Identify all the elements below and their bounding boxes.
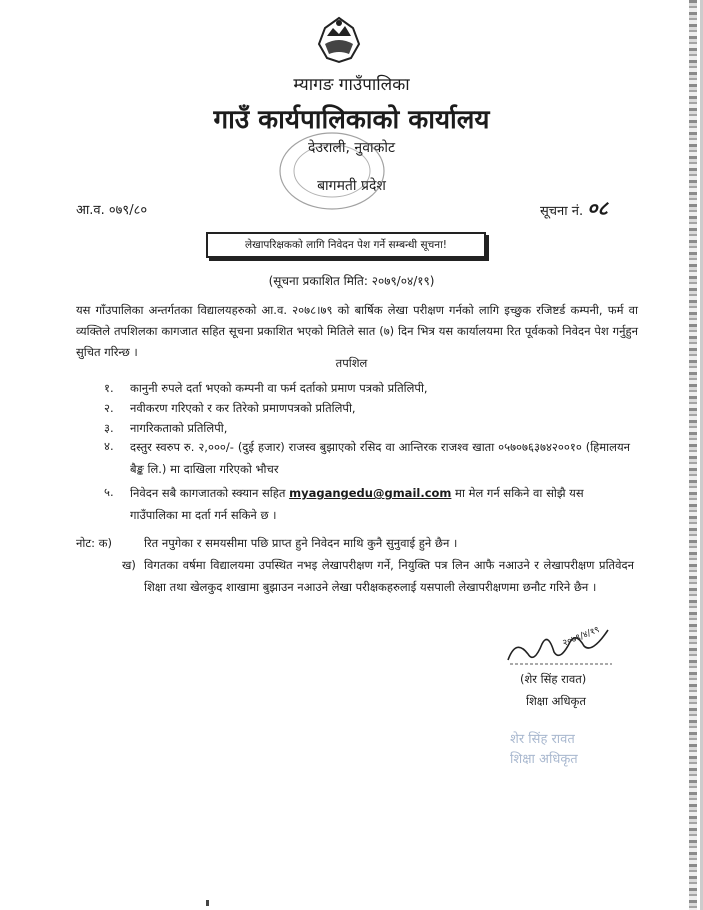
scan-edge-artifact (689, 0, 697, 910)
address-line-1: देउराली, नुवाकोट (307, 140, 396, 156)
signatory-stamp (510, 730, 578, 770)
svg-text:२०७९/४/१९: २०७९/४/१९ (561, 624, 602, 649)
note-item (76, 554, 636, 620)
note-text: रित नपुगेका र समयसीमा पछि प्राप्त हुने निवेदन माथि कुनै सुनुवाई हुने छैन । (144, 536, 458, 550)
list-item-text: दस्तुर स्वरुप रु. २,०००/- (दुई हजार) राजस्व बुझाएको रसिद वा आन्तिरक राजश्व खाता ०५७०७६३७४२००१० (हिमालयन बैङ्क लि.) मा दाखिला गरिएको भौचर (130, 440, 630, 476)
list-item-text-before: निवेदन सबै कागजातको स्क्यान सहित (130, 486, 290, 500)
note-label: नोट: क) (76, 536, 113, 550)
note-item (76, 532, 636, 554)
list-item (104, 436, 644, 480)
list-item-number: ४. (104, 439, 114, 453)
notice-number-value: ०८ (587, 196, 608, 220)
note-text: विगतका वर्षमा विद्यालयमा उपस्थित नभइ लेखापरीक्षण गर्ने, नियुक्ति पत्र लिन आफै नआउने र लेखापरीक्षण प्रतिवेदन शिक्षा तथा खेलकुद शाखामा बुझाउन नआउने लेखा परीक्षकहरुलाई यसपाली लेखापरीक्षणमा छनौट गरिने छैन । (144, 558, 634, 594)
list-item (104, 378, 644, 398)
list-item (104, 398, 644, 418)
list-item-text: नागरिकताको प्रतिलिपी, (130, 421, 228, 435)
list-item-text: कानुनी रुपले दर्ता भएको कम्पनी वा फर्म दर्ताको प्रमाण पत्रको प्रतिलिपी, (130, 381, 428, 395)
email-link[interactable]: myagangedu@gmail.com (289, 486, 452, 500)
list-item-text-after: मा मेल गर्न सकिने वा सोझै यस गाउँपालिका मा दर्ता गर्न सकिने छ । (130, 486, 584, 522)
nepal-emblem-icon (315, 14, 363, 64)
schedule-heading: तपशिल (335, 356, 368, 370)
list-item-number: १. (104, 381, 114, 395)
fiscal-year: आ.व. ०७९/८० (76, 203, 148, 218)
note-label: ख) (122, 558, 136, 572)
list-item-text (130, 482, 630, 526)
published-date: (सूचना प्रकाशित मिति: २०७९/०४/१९) (268, 274, 435, 288)
list-item-number: ३. (104, 421, 114, 435)
municipality-name: म्यागङ गाउँपालिका (293, 75, 410, 95)
handwritten-signature (504, 624, 614, 672)
notice-body: यस गाँउपालिका अन्तर्गतका विद्यालयहरुको आ.व. २०७८।७९ को बार्षिक लेखा परीक्षण गर्नको लागि इच्छुक रजिष्टर्ड कम्पनी, फर्म वा व्यक्तिले तपशिलका कागजात सहित सूचना प्रकाशित भएको मितिले सात (७) दिन भित्र यस कार्यालयमा रित पूर्वकको निवेदन पेश गर्नुहुन सुचित गरिन्छ । (76, 303, 638, 359)
list-item-number: ५. (104, 485, 114, 499)
signatory-role: शिक्षा अधिकृत (526, 694, 586, 708)
address-line-2: बागमती प्रदेश (317, 178, 386, 194)
list-item-text: नवीकरण गरिएको र कर तिरेको प्रमाणपत्रको प्रतिलिपी, (130, 401, 356, 415)
notice-title: लेखापरिक्षकको लागि निवेदन पेश गर्ने सम्बन्धी सूचना! (206, 232, 486, 258)
signatory-name: (शेर सिंह रावत) (520, 672, 587, 686)
scan-mark (206, 900, 209, 906)
notice-number (540, 194, 608, 221)
list-item (104, 482, 644, 526)
list-item-number: २. (104, 401, 114, 415)
office-stamp (272, 126, 392, 216)
stamp-role: शिक्षा अधिकृत (510, 752, 578, 767)
notice-number-label: सूचना नं. (540, 204, 584, 219)
office-title: गाउँ कार्यपालिकाको कार्यालय (213, 105, 490, 135)
list-item (104, 418, 644, 438)
stamp-name: शेर सिंह रावत (510, 732, 575, 747)
